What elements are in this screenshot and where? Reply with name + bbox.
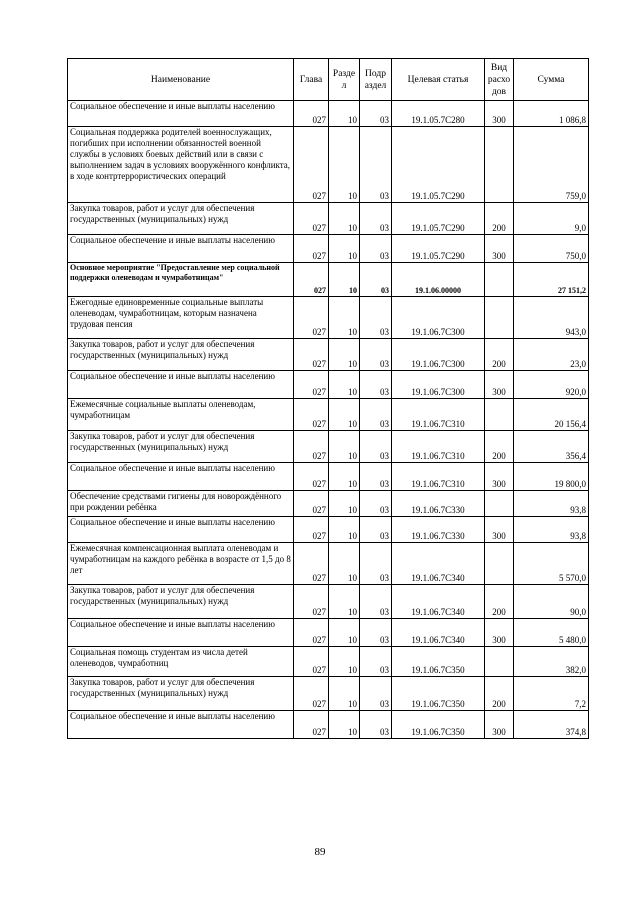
cell-glava: 027 [294, 647, 329, 677]
cell-glava: 027 [294, 491, 329, 517]
cell-name: Обеспечение средствами гигиены для новорождённого при рождении ребёнка [68, 491, 294, 517]
cell-podrazdel: 03 [360, 297, 392, 339]
cell-glava: 027 [294, 127, 329, 203]
table-row [68, 297, 589, 339]
cell-glava: 027 [294, 101, 329, 127]
cell-target: 19.1.06.00000 [392, 263, 485, 297]
cell-name: Основное мероприятие "Предоставление мер социальной поддержки оленеводам и чумработницам" [68, 263, 294, 297]
cell-vid: 200 [485, 339, 514, 371]
cell-vid: 200 [485, 431, 514, 463]
table-row [68, 677, 589, 711]
table-row [68, 399, 589, 431]
cell-vid [485, 297, 514, 339]
header-sum: Сумма [514, 59, 589, 101]
cell-name: Социальное обеспечение и иные выплаты населению [68, 101, 294, 127]
cell-vid [485, 263, 514, 297]
cell-target: 19.1.06.7С330 [392, 517, 485, 543]
cell-podrazdel: 03 [360, 647, 392, 677]
cell-name: Ежемесячные социальные выплаты оленеводам, чумработницам [68, 399, 294, 431]
cell-name: Социальное обеспечение и иные выплаты населению [68, 619, 294, 647]
cell-podrazdel: 03 [360, 711, 392, 739]
table-row [68, 543, 589, 585]
cell-podrazdel: 03 [360, 431, 392, 463]
cell-sum: 5 480,0 [514, 619, 589, 647]
cell-podrazdel: 03 [360, 339, 392, 371]
cell-target: 19.1.06.7С350 [392, 711, 485, 739]
cell-glava: 027 [294, 711, 329, 739]
cell-name: Ежемесячная компенсационная выплата оленеводам и чумработницам на каждого ребёнка в возрасте от 1,5 до 8 лет [68, 543, 294, 585]
table-row [68, 491, 589, 517]
cell-vid: 300 [485, 371, 514, 399]
cell-name: Социальная помощь студентам из числа детей оленеводов, чумработниц [68, 647, 294, 677]
cell-sum: 20 156,4 [514, 399, 589, 431]
table-row [68, 101, 589, 127]
table-row [68, 263, 589, 297]
cell-target: 19.1.06.7С340 [392, 585, 485, 619]
cell-razdel: 10 [329, 431, 360, 463]
cell-sum: 374,8 [514, 711, 589, 739]
cell-glava: 027 [294, 371, 329, 399]
cell-vid: 300 [485, 101, 514, 127]
cell-sum: 93,8 [514, 491, 589, 517]
header-name: Наименование [68, 59, 294, 101]
cell-glava: 027 [294, 517, 329, 543]
cell-podrazdel: 03 [360, 399, 392, 431]
cell-podrazdel: 03 [360, 491, 392, 517]
cell-razdel: 10 [329, 543, 360, 585]
cell-razdel: 10 [329, 101, 360, 127]
cell-glava: 027 [294, 339, 329, 371]
table-row [68, 339, 589, 371]
cell-name: Социальное обеспечение и иные выплаты населению [68, 711, 294, 739]
cell-sum: 90,0 [514, 585, 589, 619]
cell-glava: 027 [294, 463, 329, 491]
header-podrazdel: Подр аздел [360, 59, 392, 101]
cell-name: Закупка товаров, работ и услуг для обеспечения государственных (муниципальных) нужд [68, 585, 294, 619]
cell-sum: 23,0 [514, 339, 589, 371]
cell-podrazdel: 03 [360, 543, 392, 585]
cell-vid: 200 [485, 677, 514, 711]
cell-name: Ежегодные единовременные социальные выплаты оленеводам, чумработницам, которым назначена трудовая пенсия [68, 297, 294, 339]
table-body [68, 101, 589, 739]
cell-razdel: 10 [329, 127, 360, 203]
table-row [68, 127, 589, 203]
cell-name: Социальное обеспечение и иные выплаты населению [68, 463, 294, 491]
cell-sum: 920,0 [514, 371, 589, 399]
table-row [68, 203, 589, 235]
cell-name: Закупка товаров, работ и услуг для обеспечения государственных (муниципальных) нужд [68, 203, 294, 235]
cell-glava: 027 [294, 543, 329, 585]
cell-vid [485, 491, 514, 517]
cell-razdel: 10 [329, 399, 360, 431]
cell-target: 19.1.06.7С310 [392, 463, 485, 491]
cell-sum: 9,0 [514, 203, 589, 235]
cell-razdel: 10 [329, 371, 360, 399]
cell-sum: 750,0 [514, 235, 589, 263]
table-row [68, 619, 589, 647]
cell-vid: 300 [485, 517, 514, 543]
cell-razdel: 10 [329, 203, 360, 235]
cell-razdel: 10 [329, 517, 360, 543]
table-row [68, 585, 589, 619]
cell-vid [485, 647, 514, 677]
cell-vid: 200 [485, 203, 514, 235]
cell-sum: 7,2 [514, 677, 589, 711]
cell-podrazdel: 03 [360, 619, 392, 647]
table-row [68, 711, 589, 739]
cell-razdel: 10 [329, 235, 360, 263]
cell-sum: 943,0 [514, 297, 589, 339]
table-row [68, 235, 589, 263]
cell-glava: 027 [294, 203, 329, 235]
budget-table [67, 58, 589, 739]
cell-sum: 759,0 [514, 127, 589, 203]
table-row [68, 371, 589, 399]
cell-sum: 1 086,8 [514, 101, 589, 127]
cell-razdel: 10 [329, 491, 360, 517]
header-target: Целевая статья [392, 59, 485, 101]
cell-sum: 19 800,0 [514, 463, 589, 491]
cell-target: 19.1.05.7С280 [392, 101, 485, 127]
cell-vid: 300 [485, 619, 514, 647]
cell-target: 19.1.06.7С340 [392, 543, 485, 585]
cell-vid [485, 127, 514, 203]
table-row [68, 431, 589, 463]
cell-glava: 027 [294, 297, 329, 339]
table-row [68, 517, 589, 543]
cell-name: Социальное обеспечение и иные выплаты населению [68, 371, 294, 399]
cell-razdel: 10 [329, 677, 360, 711]
cell-name: Социальное обеспечение и иные выплаты населению [68, 235, 294, 263]
cell-podrazdel: 03 [360, 463, 392, 491]
cell-target: 19.1.06.7С310 [392, 399, 485, 431]
cell-glava: 027 [294, 431, 329, 463]
cell-podrazdel: 03 [360, 517, 392, 543]
cell-target: 19.1.06.7С330 [392, 491, 485, 517]
cell-glava: 027 [294, 235, 329, 263]
cell-name: Социальная поддержка родителей военнослужащих, погибших при исполнении обязанностей военной службы в условиях боевых действий или в связи с выполнением задач в условиях вооружённого конфликта, в ходе контртеррористических операций [68, 127, 294, 203]
cell-glava: 027 [294, 619, 329, 647]
cell-vid: 300 [485, 711, 514, 739]
cell-razdel: 10 [329, 263, 360, 297]
cell-target: 19.1.06.7С300 [392, 339, 485, 371]
cell-razdel: 10 [329, 297, 360, 339]
cell-razdel: 10 [329, 711, 360, 739]
cell-target: 19.1.06.7С300 [392, 371, 485, 399]
cell-vid: 300 [485, 463, 514, 491]
cell-sum: 356,4 [514, 431, 589, 463]
cell-target: 19.1.06.7С350 [392, 647, 485, 677]
cell-vid [485, 543, 514, 585]
cell-podrazdel: 03 [360, 371, 392, 399]
header-vid: Вид расхо дов [485, 59, 514, 101]
cell-glava: 027 [294, 399, 329, 431]
cell-name: Закупка товаров, работ и услуг для обеспечения государственных (муниципальных) нужд [68, 431, 294, 463]
cell-razdel: 10 [329, 585, 360, 619]
cell-glava: 027 [294, 585, 329, 619]
cell-podrazdel: 03 [360, 203, 392, 235]
cell-razdel: 10 [329, 339, 360, 371]
cell-name: Социальное обеспечение и иные выплаты населению [68, 517, 294, 543]
cell-glava: 027 [294, 677, 329, 711]
cell-target: 19.1.06.7С310 [392, 431, 485, 463]
table-header-row [68, 59, 589, 101]
cell-podrazdel: 03 [360, 677, 392, 711]
cell-glava: 027 [294, 263, 329, 297]
cell-podrazdel: 03 [360, 263, 392, 297]
cell-sum: 27 151,2 [514, 263, 589, 297]
cell-sum: 382,0 [514, 647, 589, 677]
cell-razdel: 10 [329, 647, 360, 677]
cell-sum: 93,8 [514, 517, 589, 543]
cell-name: Закупка товаров, работ и услуг для обеспечения государственных (муниципальных) нужд [68, 677, 294, 711]
cell-vid: 300 [485, 235, 514, 263]
cell-target: 19.1.05.7С290 [392, 203, 485, 235]
cell-razdel: 10 [329, 463, 360, 491]
header-razdel: Разде л [329, 59, 360, 101]
cell-name: Закупка товаров, работ и услуг для обеспечения государственных (муниципальных) нужд [68, 339, 294, 371]
header-glava: Глава [294, 59, 329, 101]
page-number: 89 [314, 846, 326, 858]
cell-target: 19.1.05.7С290 [392, 127, 485, 203]
table-row [68, 463, 589, 491]
table-row [68, 647, 589, 677]
cell-vid [485, 399, 514, 431]
cell-podrazdel: 03 [360, 585, 392, 619]
cell-podrazdel: 03 [360, 127, 392, 203]
cell-podrazdel: 03 [360, 235, 392, 263]
cell-sum: 5 570,0 [514, 543, 589, 585]
cell-podrazdel: 03 [360, 101, 392, 127]
cell-target: 19.1.06.7С300 [392, 297, 485, 339]
cell-target: 19.1.06.7С350 [392, 677, 485, 711]
cell-target: 19.1.06.7С340 [392, 619, 485, 647]
cell-target: 19.1.05.7С290 [392, 235, 485, 263]
cell-razdel: 10 [329, 619, 360, 647]
cell-vid: 200 [485, 585, 514, 619]
